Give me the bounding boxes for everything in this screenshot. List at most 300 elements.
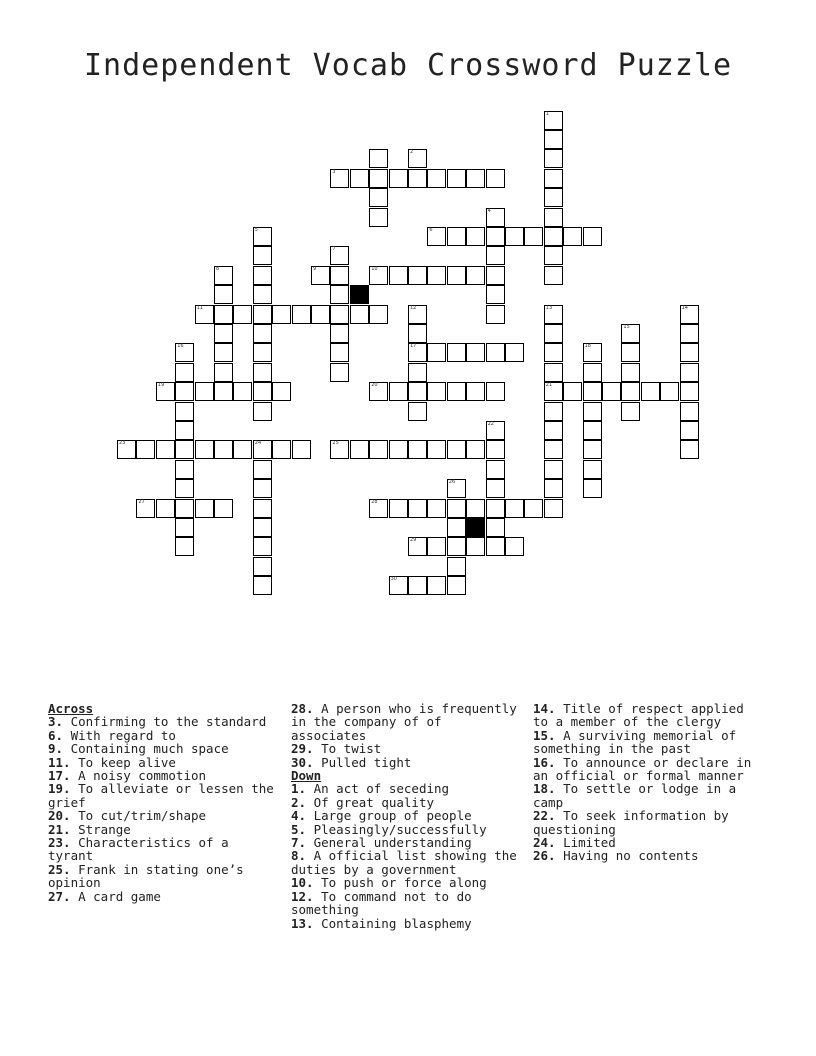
- across-clue: [48, 729, 278, 742]
- grid-cell[interactable]: [447, 266, 466, 285]
- clue-text: General understanding: [306, 835, 472, 851]
- grid-cell[interactable]: [583, 227, 602, 246]
- grid-cell[interactable]: [156, 382, 175, 401]
- clue-text: A surviving memorial of something in the past: [533, 727, 737, 757]
- clues-column-3: [533, 702, 763, 863]
- clue-number: 8.: [291, 848, 307, 864]
- clue-text: To seek information by questioning: [533, 808, 729, 837]
- grid-cell[interactable]: [680, 363, 699, 382]
- grid-cell[interactable]: [369, 305, 388, 324]
- grid-cell[interactable]: [427, 440, 446, 459]
- grid-cell[interactable]: [563, 227, 582, 246]
- grid-cell[interactable]: [408, 149, 427, 168]
- grid-cell[interactable]: [408, 169, 427, 188]
- clue-text: Pleasingly/successfully: [306, 821, 487, 837]
- grid-cell[interactable]: [466, 266, 485, 285]
- grid-cell[interactable]: [466, 169, 485, 188]
- clue-number: 29: [410, 537, 417, 544]
- clue-number: 10.: [291, 875, 314, 891]
- grid-cell[interactable]: [427, 537, 446, 556]
- clue-number: 28.: [291, 701, 314, 716]
- clue-number: 13: [545, 304, 553, 311]
- clue-text: A person who is frequently in the company of of associates: [291, 701, 517, 743]
- grid-cell[interactable]: [447, 518, 466, 537]
- grid-cell[interactable]: [214, 382, 233, 401]
- grid-cell[interactable]: [369, 499, 388, 518]
- grid-cell[interactable]: [195, 305, 214, 324]
- grid-cell[interactable]: [486, 169, 505, 188]
- grid-cell[interactable]: [583, 460, 602, 479]
- grid-cell[interactable]: [544, 363, 563, 382]
- grid-cell[interactable]: [544, 402, 563, 421]
- grid-cell[interactable]: [524, 499, 543, 518]
- clue-text: Limited: [555, 835, 616, 851]
- clue-text: Containing much space: [63, 741, 229, 757]
- grid-cell[interactable]: [641, 382, 660, 401]
- grid-cell[interactable]: [233, 305, 252, 324]
- clue-number: 27.: [48, 888, 71, 904]
- grid-cell[interactable]: [389, 266, 408, 285]
- grid-cell[interactable]: [214, 343, 233, 362]
- grid-cell[interactable]: [486, 440, 505, 459]
- clue-number: 4.: [291, 808, 307, 824]
- blocked-cell: [350, 285, 369, 304]
- grid-cell[interactable]: [583, 421, 602, 440]
- clue-text: To settle or lodge in a camp: [533, 781, 737, 810]
- grid-cell[interactable]: [602, 382, 621, 401]
- grid-cell[interactable]: [680, 402, 699, 421]
- clue-text: A card game: [70, 888, 161, 904]
- blocked-cell: [466, 518, 485, 537]
- grid-cell[interactable]: [214, 440, 233, 459]
- grid-cell[interactable]: [311, 305, 330, 324]
- clue-text: Pulled tight: [313, 754, 412, 770]
- grid-cell[interactable]: [447, 576, 466, 595]
- clue-number: 17.: [48, 768, 71, 784]
- grid-cell[interactable]: [214, 363, 233, 382]
- grid-cell[interactable]: [583, 479, 602, 498]
- grid-cell[interactable]: [408, 402, 427, 421]
- grid-cell[interactable]: [427, 169, 446, 188]
- grid-cell[interactable]: [427, 343, 446, 362]
- clue-number: 24: [254, 440, 262, 447]
- grid-cell[interactable]: [621, 382, 640, 401]
- grid-cell[interactable]: [408, 266, 427, 285]
- clue-number: 1.: [291, 781, 307, 797]
- clue-text: Frank in stating one’s opinion: [48, 861, 244, 891]
- grid-cell[interactable]: [408, 576, 427, 595]
- clue-text: With regard to: [63, 727, 176, 743]
- grid-cell[interactable]: [660, 382, 679, 401]
- grid-cell[interactable]: [389, 499, 408, 518]
- grid-cell[interactable]: [408, 499, 427, 518]
- down-clue: [533, 849, 763, 862]
- grid-cell[interactable]: [427, 266, 446, 285]
- across-clue: [291, 756, 521, 769]
- grid-cell[interactable]: [544, 343, 563, 362]
- grid-cell[interactable]: [486, 227, 505, 246]
- clue-number: 18.: [533, 781, 556, 797]
- clue-number: 7: [332, 246, 336, 253]
- down-clue: [533, 702, 763, 729]
- grid-cell[interactable]: [369, 149, 388, 168]
- grid-cell[interactable]: [544, 149, 563, 168]
- clue-text: To push or force along: [313, 875, 487, 891]
- grid-cell[interactable]: [466, 537, 485, 556]
- grid-cell[interactable]: [544, 499, 563, 518]
- grid-cell[interactable]: [447, 382, 466, 401]
- clue-number: 19.: [48, 781, 71, 797]
- grid-cell[interactable]: [272, 305, 291, 324]
- across-clue: [48, 890, 278, 903]
- clue-number: 7.: [291, 835, 307, 851]
- grid-cell[interactable]: [369, 208, 388, 227]
- grid-cell[interactable]: [544, 305, 563, 324]
- clue-number: 2: [410, 149, 414, 156]
- clue-text: Having no contents: [555, 848, 699, 864]
- grid-cell[interactable]: [330, 324, 349, 343]
- grid-cell[interactable]: [369, 266, 388, 285]
- clue-number: 21: [545, 382, 553, 389]
- grid-cell[interactable]: [486, 460, 505, 479]
- grid-cell[interactable]: [447, 169, 466, 188]
- grid-cell[interactable]: [253, 324, 272, 343]
- grid-cell[interactable]: [389, 440, 408, 459]
- grid-cell[interactable]: [175, 479, 194, 498]
- clue-number: 5.: [291, 821, 307, 837]
- grid-cell[interactable]: [175, 460, 194, 479]
- grid-cell[interactable]: [330, 305, 349, 324]
- grid-cell[interactable]: [214, 266, 233, 285]
- grid-cell[interactable]: [156, 440, 175, 459]
- grid-cell[interactable]: [389, 576, 408, 595]
- grid-cell[interactable]: [505, 343, 524, 362]
- down-clue: [533, 729, 763, 756]
- grid-cell[interactable]: [253, 460, 272, 479]
- clue-text: An act of seceding: [306, 781, 450, 797]
- across-clue: [48, 823, 278, 836]
- clue-number: 11: [196, 304, 203, 311]
- grid-cell[interactable]: [544, 111, 563, 130]
- grid-cell[interactable]: [330, 246, 349, 265]
- across-clue-list: [48, 715, 278, 903]
- grid-cell[interactable]: [253, 499, 272, 518]
- grid-cell[interactable]: [544, 188, 563, 207]
- down-heading: Down: [291, 768, 322, 784]
- across-clue: [48, 836, 278, 863]
- grid-cell[interactable]: [330, 285, 349, 304]
- grid-cell[interactable]: [466, 382, 485, 401]
- grid-cell[interactable]: [486, 382, 505, 401]
- grid-cell[interactable]: [350, 440, 369, 459]
- clue-number: 22: [487, 420, 494, 427]
- grid-cell[interactable]: [486, 266, 505, 285]
- clue-number: 16: [177, 343, 184, 350]
- grid-cell[interactable]: [408, 537, 427, 556]
- grid-cell[interactable]: [175, 382, 194, 401]
- grid-cell[interactable]: [447, 499, 466, 518]
- clue-number: 25: [332, 440, 339, 447]
- clue-text: Strange: [70, 821, 131, 837]
- grid-cell[interactable]: [253, 266, 272, 285]
- grid-cell[interactable]: [253, 402, 272, 421]
- clue-number: 1: [545, 110, 549, 117]
- clue-number: 6: [429, 226, 433, 233]
- clues-column-1: [48, 702, 278, 903]
- grid-cell[interactable]: [253, 382, 272, 401]
- grid-cell[interactable]: [544, 479, 563, 498]
- grid-cell[interactable]: [136, 499, 155, 518]
- grid-cell[interactable]: [583, 363, 602, 382]
- grid-cell[interactable]: [544, 227, 563, 246]
- down-clue-list: [291, 782, 521, 929]
- grid-cell[interactable]: [272, 382, 291, 401]
- grid-cell[interactable]: [369, 440, 388, 459]
- across-clue: [48, 863, 278, 890]
- across-clue: [48, 715, 278, 728]
- grid-cell[interactable]: [214, 285, 233, 304]
- grid-cell[interactable]: [505, 537, 524, 556]
- grid-cell[interactable]: [253, 246, 272, 265]
- grid-cell[interactable]: [214, 305, 233, 324]
- grid-cell[interactable]: [330, 440, 349, 459]
- grid-cell[interactable]: [524, 227, 543, 246]
- grid-cell[interactable]: [330, 169, 349, 188]
- clue-number: 26: [448, 479, 456, 486]
- grid-cell[interactable]: [583, 440, 602, 459]
- down-clue: [291, 849, 521, 876]
- clue-text: To alleviate or lessen the grief: [48, 781, 274, 810]
- down-clue: [291, 836, 521, 849]
- grid-cell[interactable]: [427, 227, 446, 246]
- clue-text: To command not to do something: [291, 888, 472, 918]
- clue-number: 17: [410, 343, 417, 350]
- clue-number: 9.: [48, 741, 64, 757]
- grid-cell[interactable]: [253, 518, 272, 537]
- clue-number: 9: [313, 265, 317, 272]
- grid-cell[interactable]: [330, 266, 349, 285]
- grid-cell[interactable]: [292, 440, 311, 459]
- grid-cell[interactable]: [253, 440, 272, 459]
- clue-number: 24.: [533, 835, 556, 851]
- grid-cell[interactable]: [486, 343, 505, 362]
- grid-cell[interactable]: [195, 382, 214, 401]
- clue-number: 3: [332, 168, 336, 175]
- grid-cell[interactable]: [466, 440, 485, 459]
- across-clue: [48, 769, 278, 782]
- clue-number: 3.: [48, 714, 64, 730]
- grid-cell[interactable]: [389, 382, 408, 401]
- grid-cell[interactable]: [505, 499, 524, 518]
- clue-number: 19: [157, 382, 165, 389]
- grid-cell[interactable]: [195, 499, 214, 518]
- grid-cell[interactable]: [369, 188, 388, 207]
- grid-cell[interactable]: [680, 421, 699, 440]
- grid-cell[interactable]: [253, 305, 272, 324]
- grid-cell[interactable]: [214, 499, 233, 518]
- grid-cell[interactable]: [486, 305, 505, 324]
- down-clue-list-continued: [533, 702, 763, 863]
- grid-cell[interactable]: [253, 479, 272, 498]
- clue-text: To announce or declare in an official or formal manner: [533, 754, 752, 784]
- across-clue-list-continued: [291, 702, 521, 769]
- grid-cell[interactable]: [253, 285, 272, 304]
- grid-cell[interactable]: [253, 343, 272, 362]
- grid-cell[interactable]: [486, 421, 505, 440]
- clue-text: A official list showing the duties by a government: [291, 848, 517, 877]
- grid-cell[interactable]: [408, 305, 427, 324]
- grid-cell[interactable]: [583, 343, 602, 362]
- grid-cell[interactable]: [447, 537, 466, 556]
- grid-cell[interactable]: [195, 440, 214, 459]
- grid-cell[interactable]: [233, 440, 252, 459]
- grid-cell[interactable]: [505, 227, 524, 246]
- grid-cell[interactable]: [408, 382, 427, 401]
- grid-cell[interactable]: [330, 363, 349, 382]
- grid-cell[interactable]: [214, 324, 233, 343]
- grid-cell[interactable]: [408, 343, 427, 362]
- page-title: Independent Vocab Crossword Puzzle: [83, 48, 733, 83]
- grid-cell[interactable]: [427, 576, 446, 595]
- grid-cell[interactable]: [369, 169, 388, 188]
- down-clue: [533, 809, 763, 836]
- grid-cell[interactable]: [292, 305, 311, 324]
- grid-cell[interactable]: [427, 499, 446, 518]
- clue-number: 15.: [533, 727, 556, 743]
- grid-cell[interactable]: [680, 324, 699, 343]
- down-clue: [291, 796, 521, 809]
- clue-number: 18: [584, 343, 591, 350]
- grid-cell[interactable]: [466, 227, 485, 246]
- clue-number: 11.: [48, 754, 71, 770]
- grid-cell[interactable]: [621, 402, 640, 421]
- clue-text: Title of respect applied to a member of the clergy: [533, 701, 744, 730]
- grid-cell[interactable]: [175, 363, 194, 382]
- grid-cell[interactable]: [621, 324, 640, 343]
- clue-number: 26.: [533, 848, 556, 864]
- grid-cell[interactable]: [156, 499, 175, 518]
- down-clue: [291, 782, 521, 795]
- grid-cell[interactable]: [544, 440, 563, 459]
- clue-number: 23.: [48, 835, 71, 851]
- grid-cell[interactable]: [175, 440, 194, 459]
- clue-text: Of great quality: [306, 794, 434, 810]
- grid-cell[interactable]: [486, 518, 505, 537]
- grid-cell[interactable]: [544, 246, 563, 265]
- grid-cell[interactable]: [408, 440, 427, 459]
- down-clue: [533, 836, 763, 849]
- clue-number: 16.: [533, 754, 556, 770]
- grid-cell[interactable]: [253, 363, 272, 382]
- down-clue: [291, 823, 521, 836]
- clue-text: To keep alive: [70, 754, 176, 770]
- down-clue: [533, 756, 763, 783]
- grid-cell[interactable]: [253, 557, 272, 576]
- grid-cell[interactable]: [621, 343, 640, 362]
- grid-cell[interactable]: [175, 499, 194, 518]
- grid-cell[interactable]: [544, 169, 563, 188]
- grid-cell[interactable]: [544, 324, 563, 343]
- grid-cell[interactable]: [486, 479, 505, 498]
- clue-text: A noisy commotion: [70, 768, 207, 784]
- clue-number: 15: [623, 323, 630, 330]
- grid-cell[interactable]: [680, 343, 699, 362]
- grid-cell[interactable]: [447, 343, 466, 362]
- grid-cell[interactable]: [486, 208, 505, 227]
- grid-cell[interactable]: [311, 266, 330, 285]
- grid-cell[interactable]: [486, 499, 505, 518]
- grid-cell[interactable]: [175, 421, 194, 440]
- grid-cell[interactable]: [544, 130, 563, 149]
- clue-number: 30: [390, 576, 397, 583]
- grid-cell[interactable]: [175, 343, 194, 362]
- grid-cell[interactable]: [447, 227, 466, 246]
- grid-cell[interactable]: [447, 557, 466, 576]
- grid-cell[interactable]: [621, 363, 640, 382]
- grid-cell[interactable]: [583, 382, 602, 401]
- grid-cell[interactable]: [117, 440, 136, 459]
- grid-cell[interactable]: [389, 169, 408, 188]
- grid-cell[interactable]: [253, 537, 272, 556]
- grid-cell[interactable]: [253, 227, 272, 246]
- across-heading: Across: [48, 701, 94, 716]
- clue-number: 22.: [533, 808, 556, 824]
- grid-cell[interactable]: [466, 343, 485, 362]
- grid-cell[interactable]: [544, 208, 563, 227]
- grid-cell[interactable]: [680, 440, 699, 459]
- grid-cell[interactable]: [350, 305, 369, 324]
- grid-cell[interactable]: [136, 440, 155, 459]
- clue-number: 12: [410, 304, 417, 311]
- grid-cell[interactable]: [175, 402, 194, 421]
- grid-cell[interactable]: [427, 382, 446, 401]
- grid-cell[interactable]: [350, 169, 369, 188]
- grid-cell[interactable]: [408, 363, 427, 382]
- grid-cell[interactable]: [466, 499, 485, 518]
- grid-cell[interactable]: [486, 246, 505, 265]
- grid-cell[interactable]: [447, 479, 466, 498]
- grid-cell[interactable]: [544, 266, 563, 285]
- down-clue: [291, 917, 521, 930]
- clue-number: 10: [371, 265, 378, 272]
- grid-cell[interactable]: [253, 576, 272, 595]
- grid-cell[interactable]: [447, 440, 466, 459]
- grid-cell[interactable]: [330, 343, 349, 362]
- grid-cell[interactable]: [680, 305, 699, 324]
- clue-text: To twist: [313, 741, 382, 757]
- grid-cell[interactable]: [369, 382, 388, 401]
- down-clue: [291, 876, 521, 889]
- grid-cell[interactable]: [272, 440, 291, 459]
- grid-cell[interactable]: [544, 421, 563, 440]
- grid-cell[interactable]: [563, 382, 582, 401]
- clue-number: 29.: [291, 741, 314, 757]
- clue-number: 8: [216, 265, 220, 272]
- grid-cell[interactable]: [583, 402, 602, 421]
- grid-cell[interactable]: [486, 285, 505, 304]
- clue-number: 2.: [291, 794, 307, 810]
- grid-cell[interactable]: [175, 537, 194, 556]
- across-clue: [48, 742, 278, 755]
- grid-cell[interactable]: [408, 324, 427, 343]
- grid-cell[interactable]: [175, 518, 194, 537]
- grid-cell[interactable]: [544, 382, 563, 401]
- clue-text: Confirming to the standard: [63, 714, 267, 730]
- grid-cell[interactable]: [544, 460, 563, 479]
- grid-cell[interactable]: [486, 537, 505, 556]
- grid-cell[interactable]: [680, 382, 699, 401]
- grid-cell[interactable]: [233, 382, 252, 401]
